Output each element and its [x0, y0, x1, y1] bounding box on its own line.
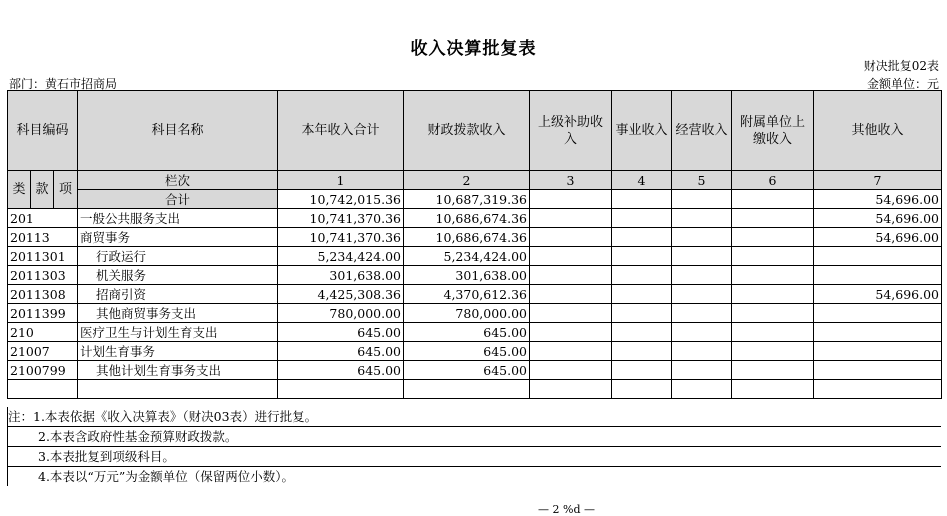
row-value: 645.00: [404, 342, 530, 361]
note-line: 4.本表以“万元”为金额单位（保留两位小数）。: [7, 467, 941, 486]
row-code: 2100799: [8, 361, 78, 380]
header-col6: 附属单位上缴收入: [732, 91, 814, 171]
row-value: [732, 361, 814, 380]
row-value: 4,370,612.36: [404, 285, 530, 304]
col-number-6: 6: [732, 171, 814, 190]
row-value: [530, 266, 612, 285]
row-value: [732, 323, 814, 342]
total-row: [8, 190, 942, 209]
row-name: 招商引资: [78, 285, 278, 304]
table-row: [8, 304, 942, 323]
row-value: [732, 285, 814, 304]
revenue-table: [7, 90, 942, 399]
row-value: [672, 285, 732, 304]
row-value: [814, 247, 942, 266]
row-value: 10,741,370.36: [278, 209, 404, 228]
table-row: [8, 323, 942, 342]
row-code: 2011303: [8, 266, 78, 285]
row-value: [530, 361, 612, 380]
row-value: 5,234,424.00: [278, 247, 404, 266]
row-value: [814, 266, 942, 285]
row-value: [814, 304, 942, 323]
row-value: [672, 361, 732, 380]
row-value: 645.00: [404, 361, 530, 380]
table-row: [8, 247, 942, 266]
row-code: 2011308: [8, 285, 78, 304]
row-value: 4,425,308.36: [278, 285, 404, 304]
column-number-row: [8, 171, 942, 190]
header-lanci: 栏次: [78, 171, 278, 190]
row-code: 2011399: [8, 304, 78, 323]
row-name: 行政运行: [78, 247, 278, 266]
row-value: [672, 342, 732, 361]
total-value: [530, 190, 612, 209]
row-value: [672, 228, 732, 247]
header-col5: 经营收入: [672, 91, 732, 171]
row-value: [612, 209, 672, 228]
col-number-2: 2: [404, 171, 530, 190]
row-value: [612, 304, 672, 323]
row-name: 医疗卫生与计划生育支出: [78, 323, 278, 342]
row-value: 10,741,370.36: [278, 228, 404, 247]
note-line: 3.本表批复到项级科目。: [7, 447, 941, 467]
row-value: [672, 266, 732, 285]
row-value: [530, 342, 612, 361]
row-name: 其他计划生育事务支出: [78, 361, 278, 380]
col-number-4: 4: [612, 171, 672, 190]
row-value: [530, 323, 612, 342]
header-kuan: 款: [31, 171, 54, 209]
row-value: [672, 247, 732, 266]
row-value: 645.00: [404, 323, 530, 342]
row-name: 商贸事务: [78, 228, 278, 247]
header-lei: 类: [8, 171, 31, 209]
header-col1: 本年收入合计: [278, 91, 404, 171]
row-value: [732, 342, 814, 361]
table-row: [8, 209, 942, 228]
table-header-row: [8, 91, 942, 171]
row-value: 5,234,424.00: [404, 247, 530, 266]
row-value: 645.00: [278, 342, 404, 361]
header-col3: 上级补助收入: [530, 91, 612, 171]
row-value: 301,638.00: [278, 266, 404, 285]
row-value: 780,000.00: [278, 304, 404, 323]
total-value: 10,687,319.36: [404, 190, 530, 209]
row-value: [672, 209, 732, 228]
total-value: [672, 190, 732, 209]
row-value: [612, 361, 672, 380]
amount-unit-label: 金额单位：元: [866, 77, 939, 91]
row-value: 10,686,674.36: [404, 209, 530, 228]
col-number-1: 1: [278, 171, 404, 190]
row-value: [612, 228, 672, 247]
header-name: 科目名称: [78, 91, 278, 171]
total-value: 54,696.00: [814, 190, 942, 209]
row-value: [530, 304, 612, 323]
table-row: [8, 228, 942, 247]
row-value: [530, 228, 612, 247]
note-line: 注：1.本表依据《收入决算表》（财决03表）进行批复。: [7, 407, 941, 427]
row-code: 20113: [8, 228, 78, 247]
header-col7: 其他收入: [814, 91, 942, 171]
row-value: 645.00: [278, 361, 404, 380]
row-value: [732, 209, 814, 228]
row-value: [814, 342, 942, 361]
total-label: 合计: [78, 190, 278, 209]
row-value: [732, 304, 814, 323]
form-number: 财决批复02表: [863, 59, 939, 73]
row-value: [672, 304, 732, 323]
row-code: 21007: [8, 342, 78, 361]
col-number-7: 7: [814, 171, 942, 190]
col-number-5: 5: [672, 171, 732, 190]
row-code: 2011301: [8, 247, 78, 266]
row-value: [530, 209, 612, 228]
row-value: [530, 285, 612, 304]
page-title: 收入决算批复表: [410, 39, 537, 59]
row-value: [530, 247, 612, 266]
header-xiang: 项: [54, 171, 78, 209]
row-value: [814, 323, 942, 342]
table-row: [8, 285, 942, 304]
row-value: [612, 323, 672, 342]
row-value: 301,638.00: [404, 266, 530, 285]
table-row: [8, 342, 942, 361]
row-name: 计划生育事务: [78, 342, 278, 361]
row-value: 780,000.00: [404, 304, 530, 323]
row-value: [672, 323, 732, 342]
row-value: [612, 342, 672, 361]
row-value: [732, 247, 814, 266]
row-value: 645.00: [278, 323, 404, 342]
row-value: [612, 285, 672, 304]
row-value: [612, 266, 672, 285]
header-col2: 财政拨款收入: [404, 91, 530, 171]
row-value: [732, 228, 814, 247]
row-value: 10,686,674.36: [404, 228, 530, 247]
table-row: [8, 266, 942, 285]
row-value: [612, 247, 672, 266]
row-value: 54,696.00: [814, 228, 942, 247]
row-name: 其他商贸事务支出: [78, 304, 278, 323]
total-value: [732, 190, 814, 209]
empty-row: [8, 380, 942, 399]
row-value: 54,696.00: [814, 285, 942, 304]
table-row: [8, 361, 942, 380]
total-value: 10,742,015.36: [278, 190, 404, 209]
row-value: 54,696.00: [814, 209, 942, 228]
page-number: — 2 %d —: [538, 503, 595, 516]
row-code: 210: [8, 323, 78, 342]
header-col4: 事业收入: [612, 91, 672, 171]
note-line: 2.本表含政府性基金预算财政拨款。: [7, 427, 941, 447]
row-code: 201: [8, 209, 78, 228]
col-number-3: 3: [530, 171, 612, 190]
row-name: 一般公共服务支出: [78, 209, 278, 228]
notes-section: [7, 407, 941, 486]
row-value: [732, 266, 814, 285]
row-value: [814, 361, 942, 380]
header-code: 科目编码: [8, 91, 78, 171]
department-label: 部门：黄石市招商局: [9, 77, 118, 91]
row-name: 机关服务: [78, 266, 278, 285]
total-value: [612, 190, 672, 209]
